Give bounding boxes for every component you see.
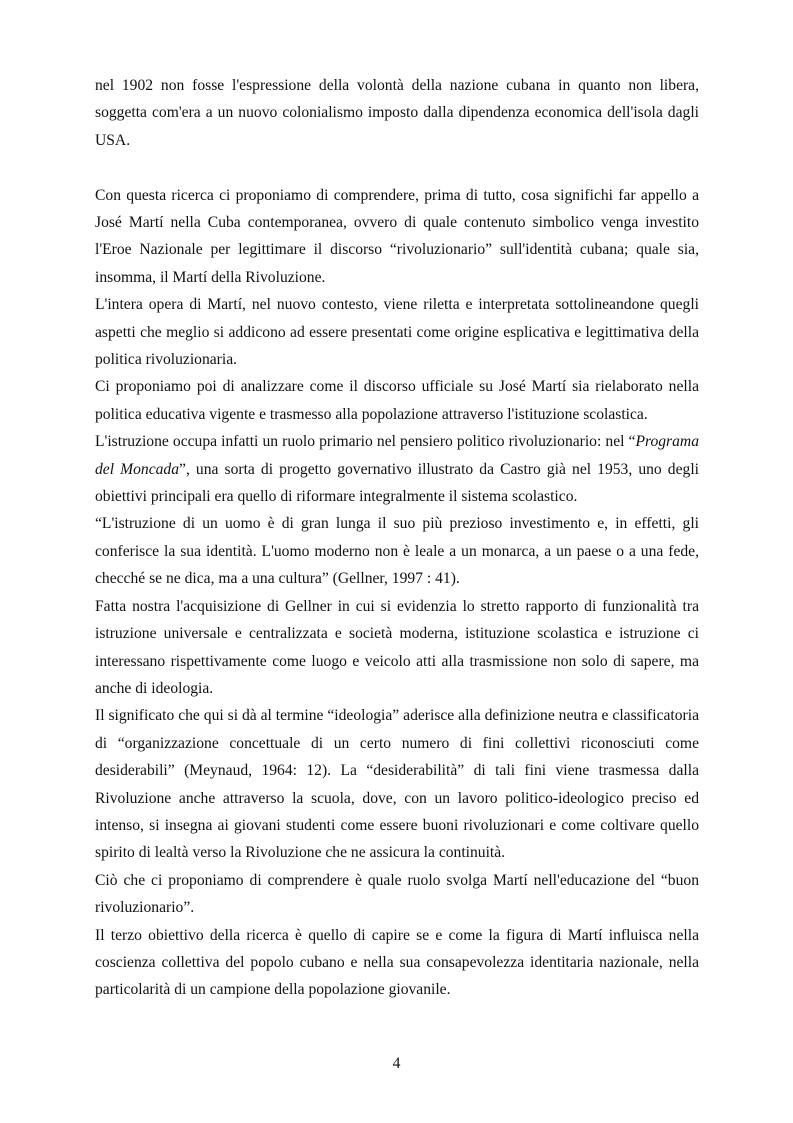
paragraph-3: L'intera opera di Martí, nel nuovo contesto, viene riletta e interpretata sottolineandone quegli aspetti che meglio si addicono ad essere presentati come origine esplicativa e legittimativa della politica rivoluzionaria.: [95, 296, 699, 369]
paragraph-5-text-after: ”, una sorta di progetto governativo illustrato da Castro già nel 1953, uno degli obiettivi principali era quello di riformare integralmente il sistema scolastico.: [95, 460, 699, 506]
paragraph-10: Il terzo obiettivo della ricerca è quello di capire se e come la figura di Martí influisca nella coscienza collettiva del popolo cubano e nella sua consapevolezza identitaria nazionale, nella particolarità di un campione della popolazione giovanile.: [95, 926, 699, 999]
paragraph-1: nel 1902 non fosse l'espressione della volontà della nazione cubana in quanto non libera, soggetta com'era a un nuovo colonialismo imposto dalla dipendenza economica dell'isola dagli USA.: [95, 77, 699, 149]
paragraph-5-text-before: L'istruzione occupa infatti un ruolo primario nel pensiero politico rivoluzionario: nel “: [95, 433, 636, 451]
paragraph-5-italic-title: Programa del Moncada: [95, 433, 699, 478]
page-number: 4: [392, 1055, 401, 1072]
document-page: [95, 72, 699, 1004]
paragraph-7: Fatta nostra l'acquisizione di Gellner in cui si evidenzia lo stretto rapporto di funzionalità tra istruzione universale e centralizzata e società moderna, istituzione scolastica e istruzione ci interessano rispettivamente come luogo e veicolo atti alla trasmissione non solo di sapere, ma anche di ideologia.: [95, 597, 699, 697]
paragraph-5: [95, 428, 699, 510]
paragraph-8: Il significato che qui si dà al termine “ideologia” aderisce alla definizione neutra e classificatoria di “organizzazione concettuale di un certo numero di fini collettivi riconosciuti come desiderabili” (Meynaud, 1964: 12). La “desiderabilità” di tali fini viene trasmessa dalla Rivoluzione anche attraverso la scuola, dove, con un lavoro politico-ideologico preciso ed intenso, si insegna ai giovani studenti come essere buoni rivoluzionari e come coltivare quello spirito di lealtà verso la Rivoluzione che ne assicura la continuità.: [95, 707, 699, 862]
paragraph-9: Ciò che ci proponiamo di comprendere è quale ruolo svolga Martí nell'educazione del “buon rivoluzionario”.: [95, 871, 699, 917]
paragraph-2: Con questa ricerca ci proponiamo di comprendere, prima di tutto, cosa significhi far appello a José Martí nella Cuba contemporanea, ovvero di quale contenuto simbolico venga investito l'Eroe Nazionale per legittimare il discorso “rivoluzionario” sull'identità cubana; quale sia, insomma, il Martí della Rivoluzione.: [95, 186, 699, 286]
paragraph-6-quote: “L'istruzione di un uomo è di gran lunga il suo più prezioso investimento e, in effetti, gli conferisce la sua identità. L'uomo moderno non è leale a un monarca, a un paese o a una fede, checché se ne dica, ma a una cultura” (Gellner, 1997 : 41).: [95, 515, 699, 588]
paragraph-4: Ci proponiamo poi di analizzare come il discorso ufficiale su José Martí sia rielaborato nella politica educativa vigente e trasmesso alla popolazione attraverso l'istituzione scolastica.: [95, 378, 699, 423]
